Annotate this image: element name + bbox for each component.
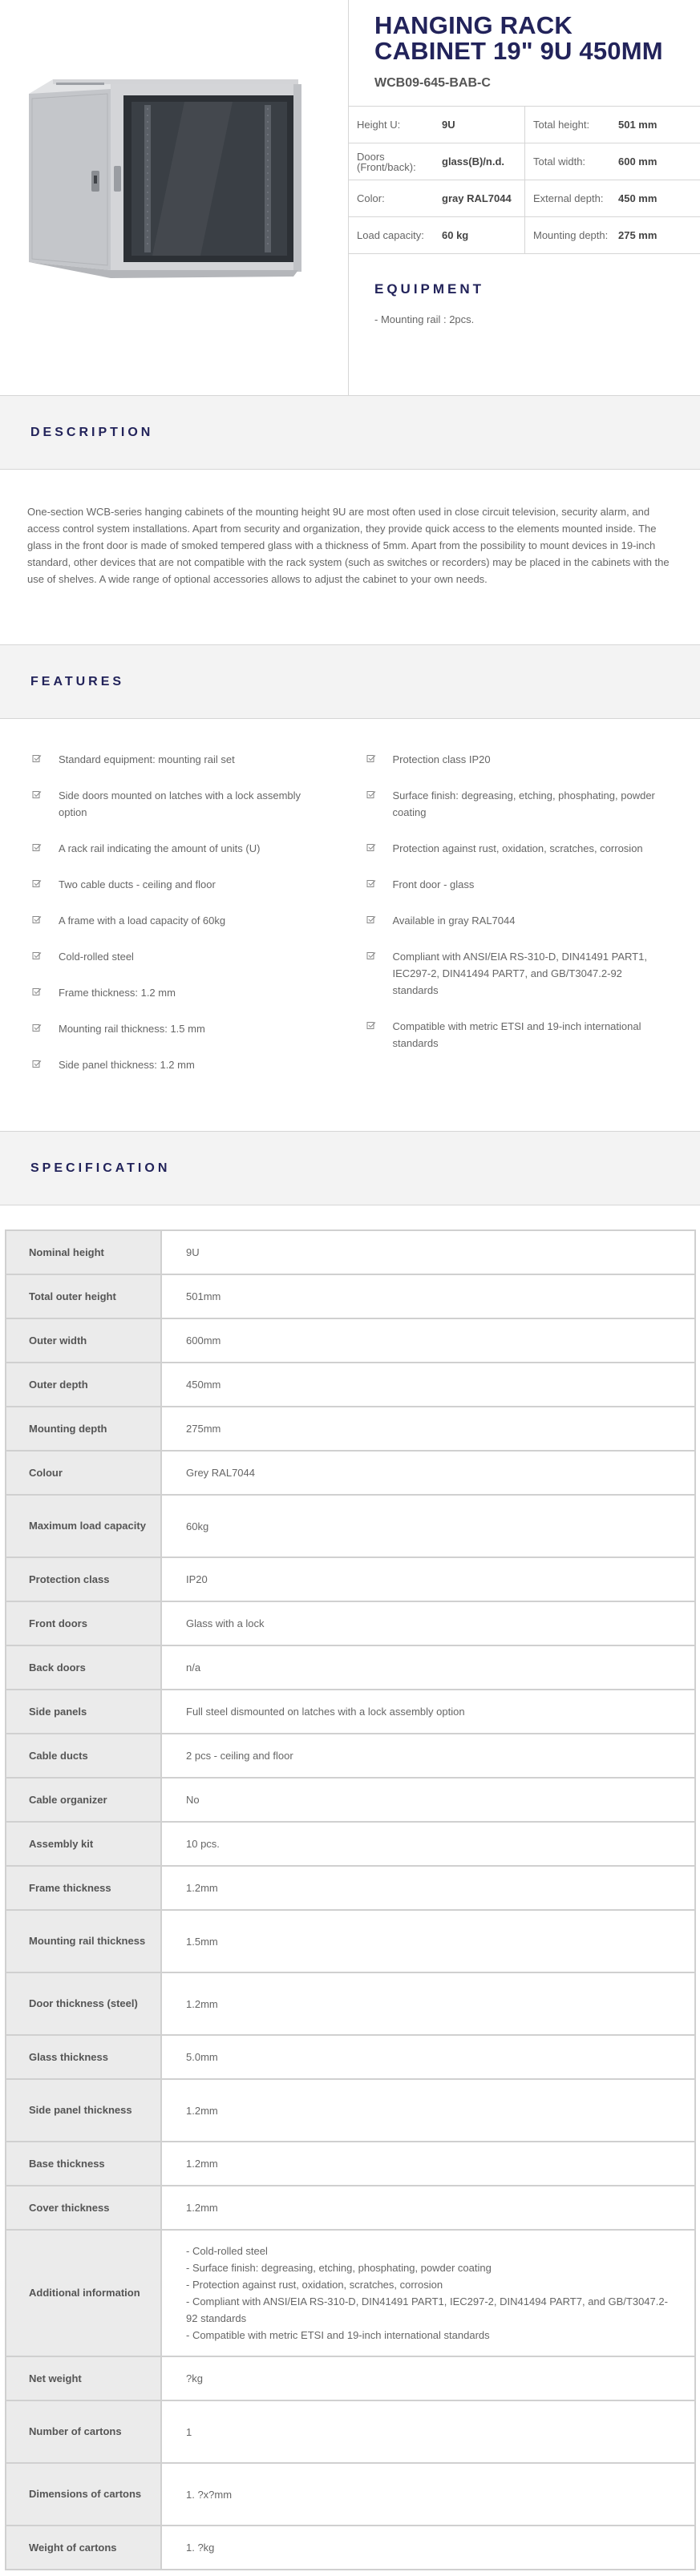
feature-item: [366, 787, 700, 821]
checkbox-icon: [32, 952, 42, 960]
feature-item: [366, 751, 700, 768]
spec-row: [6, 1778, 695, 1822]
spec-value: 1.2mm: [161, 1866, 695, 1910]
checkbox-icon: [366, 791, 377, 799]
description-text: One-section WCB-series hanging cabinets of the mounting height 9U are most often used in close circuit television, security alarm, and access control system installations. Apart from security and organization, they provide quick access to the elements mounted inside. The glass in the front door is made of smoked tempered glass with a thickness of 5mm. Apart from the possibility to mount devices in 19-inch standard, other devices that are not compatible with the rack system (such as switches or recorders) may be placed in the cabinets with the use of shelves. A wide range of optional accessories allows to adjust the cabinet to your own needs.: [27, 506, 670, 585]
param-cell: [349, 180, 524, 216]
spec-key: Cover thickness: [6, 2186, 161, 2230]
feature-item: [366, 1018, 700, 1052]
spec-row: [6, 1822, 695, 1866]
param-cell: [524, 143, 700, 180]
spec-row: [6, 2356, 695, 2400]
spec-key: Door thickness (steel): [6, 1972, 161, 2035]
spec-key: Net weight: [6, 2356, 161, 2400]
spec-value: 1. ?x?mm: [161, 2463, 695, 2526]
features-column-left: [32, 751, 366, 1131]
spec-key: Outer depth: [6, 1363, 161, 1407]
feature-item: [32, 1020, 366, 1037]
spec-key: Colour: [6, 1451, 161, 1495]
feature-text: Surface finish: degreasing, etching, phosphating, powder coating: [392, 789, 655, 818]
feature-text: Compliant with ANSI/EIA RS-310-D, DIN41491 PART1, IEC297-2, DIN41494 PART7, and GB/T3047.2-92 standards: [392, 951, 647, 996]
spec-row: [6, 1230, 695, 1274]
param-value: gray RAL7044: [442, 192, 512, 204]
feature-text: Front door - glass: [392, 878, 475, 890]
feature-text: Protection against rust, oxidation, scratches, corrosion: [392, 842, 643, 854]
spec-value: n/a: [161, 1645, 695, 1690]
param-value: 501 mm: [618, 119, 658, 131]
feature-item: [366, 876, 700, 893]
spec-key: Mounting rail thickness: [6, 1910, 161, 1972]
spec-key: Base thickness: [6, 2142, 161, 2186]
checkbox-icon: [366, 916, 377, 924]
feature-text: Mounting rail thickness: 1.5 mm: [59, 1023, 205, 1035]
spec-key: Side panel thickness: [6, 2079, 161, 2142]
spec-key: Outer width: [6, 1318, 161, 1363]
feature-item: [32, 787, 366, 821]
param-cell: [524, 180, 700, 216]
spec-value: 9U: [161, 1230, 695, 1274]
spec-key: Front doors: [6, 1601, 161, 1645]
feature-item: [32, 1056, 366, 1073]
feature-item: [32, 751, 366, 768]
spec-value: - Cold-rolled steel - Surface finish: degreasing, etching, phosphating, powder coating - Protection against rust, oxidation, scratches, corrosion - Compliant with ANSI/EIA RS-310-D, DIN41491 PART1, IEC297-2, DIN41494 PART7, and GB/T3047.2-92 standards - Compatible with metric ETSI and 19-inch international standards: [161, 2230, 695, 2356]
feature-text: Standard equipment: mounting rail set: [59, 753, 235, 765]
checkbox-icon: [32, 755, 42, 763]
spec-value: 450mm: [161, 1363, 695, 1407]
checkbox-icon: [366, 755, 377, 763]
spec-value: Grey RAL7044: [161, 1451, 695, 1495]
equipment-heading: EQUIPMENT: [374, 281, 485, 297]
specification-wrap: [0, 1205, 700, 2570]
param-cell: [524, 217, 700, 253]
param-row: [349, 107, 700, 143]
feature-item: [32, 876, 366, 893]
spec-value: 501mm: [161, 1274, 695, 1318]
spec-row: [6, 1972, 695, 2035]
spec-row: [6, 1910, 695, 1972]
checkbox-icon: [32, 880, 42, 888]
checkbox-icon: [32, 988, 42, 996]
feature-text: Available in gray RAL7044: [392, 915, 516, 927]
param-value: 60 kg: [442, 229, 469, 241]
spec-row: [6, 1557, 695, 1601]
param-value: 600 mm: [618, 155, 658, 168]
spec-value: ?kg: [161, 2356, 695, 2400]
spec-value: Glass with a lock: [161, 1601, 695, 1645]
spec-key: Dimensions of cartons: [6, 2463, 161, 2526]
product-title: HANGING RACK CABINET 19" 9U 450MM: [374, 11, 663, 65]
spec-value: 1.2mm: [161, 2186, 695, 2230]
spec-row: [6, 1866, 695, 1910]
checkbox-icon: [32, 844, 42, 852]
param-value: 275 mm: [618, 229, 658, 241]
spec-value: 1.2mm: [161, 1972, 695, 2035]
product-info: [349, 0, 700, 395]
feature-text: A frame with a load capacity of 60kg: [59, 915, 226, 927]
spec-value: Full steel dismounted on latches with a lock assembly option: [161, 1690, 695, 1734]
spec-row: [6, 1407, 695, 1451]
rack-cabinet-image: [24, 76, 313, 289]
checkbox-icon: [366, 952, 377, 960]
checkbox-icon: [366, 844, 377, 852]
spec-value: 600mm: [161, 1318, 695, 1363]
specification-header: [0, 1131, 700, 1205]
spec-value: No: [161, 1778, 695, 1822]
feature-text: A rack rail indicating the amount of units (U): [59, 842, 261, 854]
spec-key: Weight of cartons: [6, 2526, 161, 2570]
specification-heading: SPECIFICATION: [30, 1161, 171, 1175]
spec-row: [6, 2400, 695, 2463]
checkbox-icon: [32, 791, 42, 799]
param-row: [349, 180, 700, 217]
spec-row: [6, 1495, 695, 1557]
param-value: 450 mm: [618, 192, 658, 204]
feature-text: Cold-rolled steel: [59, 951, 134, 963]
spec-key: Protection class: [6, 1557, 161, 1601]
spec-key: Nominal height: [6, 1230, 161, 1274]
spec-value: 2 pcs - ceiling and floor: [161, 1734, 695, 1778]
param-cell: [349, 217, 524, 253]
param-value: glass(B)/n.d.: [442, 155, 505, 168]
feature-item: [366, 840, 700, 857]
feature-item: [32, 912, 366, 929]
param-label: Mounting depth:: [533, 229, 609, 241]
spec-key: Back doors: [6, 1645, 161, 1690]
feature-text: Compatible with metric ETSI and 19-inch international standards: [392, 1020, 641, 1049]
param-row: [349, 217, 700, 254]
spec-key: Frame thickness: [6, 1866, 161, 1910]
param-label: Load capacity:: [357, 229, 424, 241]
spec-key: Mounting depth: [6, 1407, 161, 1451]
spec-row: [6, 1363, 695, 1407]
checkbox-icon: [366, 1022, 377, 1030]
spec-value: 1.2mm: [161, 2142, 695, 2186]
spec-value: 10 pcs.: [161, 1822, 695, 1866]
feature-item: [32, 840, 366, 857]
feature-item: [32, 984, 366, 1001]
spec-row: [6, 2526, 695, 2570]
param-label: Height U:: [357, 119, 401, 131]
spec-row: [6, 2035, 695, 2079]
spec-value: 1: [161, 2400, 695, 2463]
spec-value: 1. ?kg: [161, 2526, 695, 2570]
features-column-right: [366, 751, 700, 1131]
spec-key: Number of cartons: [6, 2400, 161, 2463]
spec-row: [6, 2230, 695, 2356]
param-cell: [349, 107, 524, 143]
features-heading: FEATURES: [30, 674, 125, 688]
spec-row: [6, 2463, 695, 2526]
param-cell: [524, 107, 700, 143]
product-image-panel: [0, 0, 349, 395]
spec-value: 1.2mm: [161, 2079, 695, 2142]
spec-key: Total outer height: [6, 1274, 161, 1318]
feature-item: [32, 948, 366, 965]
specification-table: [5, 1229, 696, 2570]
spec-row: [6, 1734, 695, 1778]
spec-row: [6, 2186, 695, 2230]
spec-key: Glass thickness: [6, 2035, 161, 2079]
feature-item: [366, 948, 700, 999]
product-header: [0, 0, 700, 395]
spec-value: 5.0mm: [161, 2035, 695, 2079]
checkbox-icon: [32, 916, 42, 924]
spec-key: Cable organizer: [6, 1778, 161, 1822]
param-row: [349, 143, 700, 180]
spec-row: [6, 2079, 695, 2142]
spec-key: Additional information: [6, 2230, 161, 2356]
spec-row: [6, 1274, 695, 1318]
spec-row: [6, 1318, 695, 1363]
param-value: 9U: [442, 119, 455, 131]
spec-key: Maximum load capacity: [6, 1495, 161, 1557]
spec-row: [6, 1645, 695, 1690]
feature-text: Two cable ducts - ceiling and floor: [59, 878, 216, 890]
spec-key: Side panels: [6, 1690, 161, 1734]
spec-row: [6, 1451, 695, 1495]
description-header: [0, 395, 700, 470]
params-table: [349, 106, 700, 254]
spec-row: [6, 2142, 695, 2186]
spec-value: 1.5mm: [161, 1910, 695, 1972]
product-code: WCB09-645-BAB-C: [374, 76, 491, 90]
param-label: Doors (Front/back):: [357, 150, 416, 173]
description-heading: DESCRIPTION: [30, 425, 154, 439]
param-label: Total height:: [533, 119, 590, 131]
spec-key: Assembly kit: [6, 1822, 161, 1866]
feature-item: [366, 912, 700, 929]
param-label: External depth:: [533, 192, 604, 204]
spec-row: [6, 1690, 695, 1734]
feature-text: Side doors mounted on latches with a lock assembly option: [59, 789, 301, 818]
feature-text: Frame thickness: 1.2 mm: [59, 987, 176, 999]
features-list: [0, 719, 700, 1131]
spec-key: Cable ducts: [6, 1734, 161, 1778]
checkbox-icon: [32, 1060, 42, 1068]
feature-text: Side panel thickness: 1.2 mm: [59, 1059, 195, 1071]
spec-value: 275mm: [161, 1407, 695, 1451]
spec-value: IP20: [161, 1557, 695, 1601]
feature-text: Protection class IP20: [392, 753, 491, 765]
equipment-item: - Mounting rail : 2pcs.: [374, 313, 475, 325]
features-header: [0, 644, 700, 719]
spec-value: 60kg: [161, 1495, 695, 1557]
param-label: Total width:: [533, 155, 586, 168]
param-label: Color:: [357, 192, 385, 204]
spec-row: [6, 1601, 695, 1645]
param-cell: [349, 143, 524, 180]
checkbox-icon: [32, 1024, 42, 1032]
checkbox-icon: [366, 880, 377, 888]
